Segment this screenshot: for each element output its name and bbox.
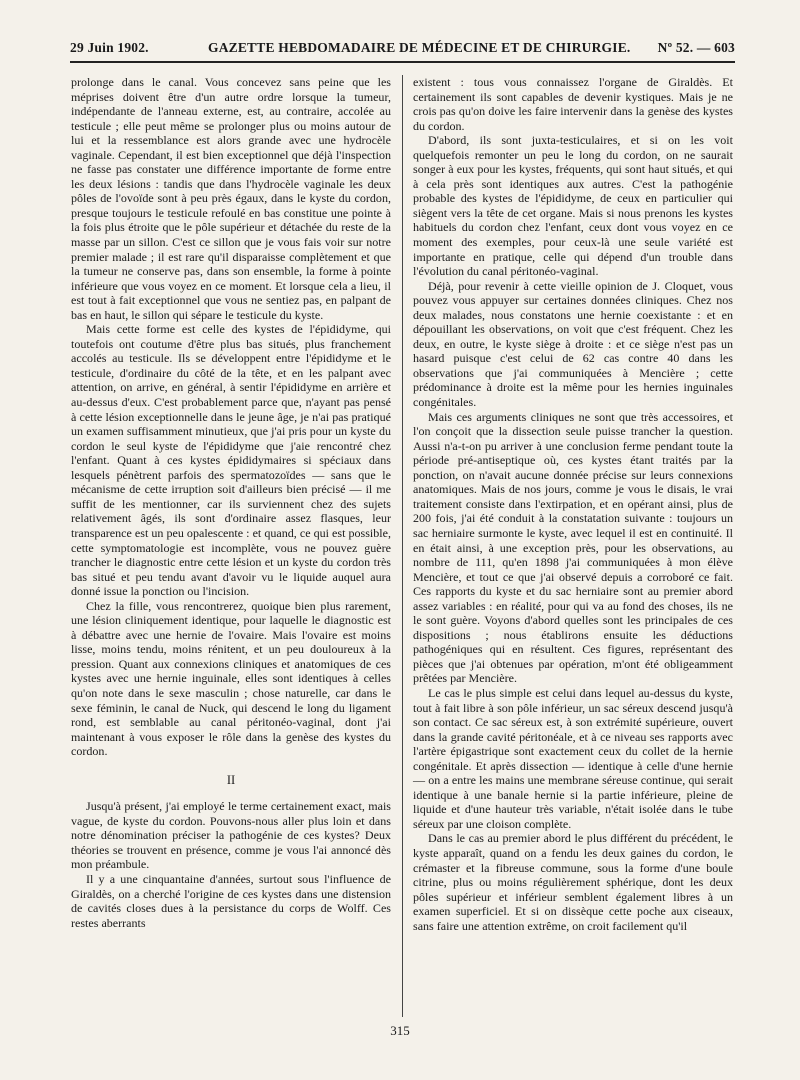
running-header <box>70 36 735 58</box>
paragraph: Mais ces arguments cliniques ne sont que très accessoires, et l'on conçoit que la dissection seule puisse trancher la question. Aussi n'a-t-on pu arriver à une conclusion ferme pendant toute la période pré-antiseptique où, ces kystes étant traités par la ponction, on n'avait aucune donnée précise sur leurs connexions anatomiques. Mais de nos jours, comme je vous le disais, le vrai traitement consiste dans l'extirpation, et en opérant ainsi, plus de 200 fois, j'ai été conduit à la constatation suivante : toujours un sac herniaire surmonte le kyste, avec lequel il est en continuité. Il en était ainsi, à une exception près, pour les observations, au nombre de 111, qu'en 1898 j'ai communiquées à mon élève Mencière, et tout ce que j'ai observé depuis a corroboré ce fait. Ces rapports du kyste et du sac herniaire sont au premier abord assez variables : en réalité, pour qui va au fond des choses, ils ne le sont guère. Voyons d'abord quelles sont les principales de ces dispositions ; nous établirons ensuite les déductions pathogéniques qui en résultent. Ces figures, représentant des pièces que j'ai obtenues par opération, m'ont été obligeamment prêtées par Mencière. <box>413 409 733 686</box>
paragraph: Le cas le plus simple est celui dans lequel au-dessus du kyste, tout à fait libre à son pôle inférieur, un sac séreux descend jusqu'à son contact. Ce sac séreux est, à son extrémité supérieure, ouvert dans la grande cavité péritonéale, et à ce niveau ses rapports avec l'artère épigastrique sont exactement ceux du collet de la hernie congénitale. Et après dissection — identique à celle d'une hernie — on a entre les mains une membrane séreuse continue, qui serait identique à une banale hernie si la partie inférieure, pleine de liquide et d'une hauteur très variable, n'était isolée dans le tube séreux par une cloison complète. <box>413 685 733 831</box>
header-date: 29 Juin 1902. <box>70 40 149 55</box>
section-heading: II <box>226 772 236 787</box>
header-rule <box>70 61 735 63</box>
paragraph: existent : tous vous connaissez l'organe de Giraldès. Et certainement ils sont capables de devenir kystiques. Mais je ne crois pas qu'on doive les faire intervenir dans la genèse des kystes du cordon. <box>413 75 733 133</box>
paragraph: Il y a une cinquantaine d'années, surtout sous l'influence de Giraldès, on a cherché l'origine de ces kystes dans une distension de cavités closes dues à la persistance du corps de Wolff. Ces restes aberrants <box>71 871 391 930</box>
column-divider <box>402 75 403 1017</box>
paragraph: prolonge dans le canal. Vous concevez sans peine que les méprises doivent être d'un autre ordre lorsque la tumeur, indépendante de l'anneau externe, est, au contraire, accolée au testicule ; elle peut même se prolonger plus ou moins autour de lui et la ressemblance est alors grande avec une hydrocèle vaginale. Cependant, il est bien exceptionnel que déjà l'inspection ne fasse pas constater une différence importante de forme entre les deux lésions : tandis que dans l'hydrocèle vaginale les deux pôles de l'ovoïde sont à peu près égaux, dans le kyste du cordon, presque toujours le testicule refoulé en bas constitue une pointe à la fois plus étroite que le pôle supérieur et détachée du reste de la masse par un sillon. C'est ce sillon que je vous fais voir sur notre premier malade ; il est rare qu'il disparaisse complètement et que la tumeur ne conserve pas, dans son ensemble, la forme à pointe inférieure que vous voyez en ce moment. Et lorsque cela a lieu, il est tout à fait exceptionnel que vous ne sentiez pas, en palpant de bas en haut, le sillon qui sépare le testicule du kyste. <box>71 75 391 322</box>
paragraph: Chez la fille, vous rencontrerez, quoique bien plus rarement, une lésion cliniquement identique, pour laquelle le diagnostic est à débattre avec une hernie de l'ovaire. Mais l'ovaire est moins lisse, moins tendu, moins rénitent, et un peu douloureux à la pression. Quant aux connexions cliniques et anatomiques de ces kystes avec une hernie inguinale, elles sont identiques à celles qu'on note dans le sexe masculin ; chose naturelle, car dans le sexe féminin, le canal de Nuck, qui descend le long du ligament rond, est semblable au canal péritonéo-vaginal, dont j'ai maintenant à vous exposer le rôle dans la genèse des kystes du cordon. <box>71 598 391 759</box>
left-column <box>71 75 391 930</box>
header-issue-page: Nº 52. — 603 <box>657 40 735 55</box>
paragraph: Jusqu'à présent, j'ai employé le terme certainement exact, mais vague, de kyste du cordon. Pouvons-nous aller plus loin et dans notre dénomination préciser la pathogénie de ces kystes? Deux théories se trouvent en présence, comme je vous l'ai annoncé dès mon préambule. <box>71 799 391 872</box>
paragraph: Mais cette forme est celle des kystes de l'épididyme, qui toutefois ont coutume d'être plus bas situés, plus franchement accolés au testicule. Ils se développent entre l'épididyme et le testicule, d'ordinaire du côté de la tête, et en les palpant avec attention, on arrive, en général, à sentir l'épididyme en arrière et au-dessus d'eux. C'est probablement parce que, n'ayant pas pensé à cette lésion exceptionnelle dans le jeune âge, je n'ai pas pratiqué un examen suffisamment minutieux, que j'ai pris pour un kyste du cordon le seul kyste de l'épididyme que j'aie rencontré chez l'enfant. Quant à ces kystes épididymaires si spéciaux dans lesquels pénètrent parfois des spermatozoïdes — sans que le mécanisme de cette irruption soit d'ailleurs bien précisé — il me suffit de les mentionner, car ils surviennent chez des sujets relativement âgés, ils sont d'ordinaire assez flasques, leur transparence est un peu opalescente : et quand, ce qui est possible, cette symptomatologie est incomplète, vous ne pouvez guère trancher le diagnostic entre cette lésion et un kyste du cordon très bas situé et peu tendu avant d'avoir vu le liquide auquel aura donné issue la ponction ou l'incision. <box>71 322 391 599</box>
paragraph: D'abord, ils sont juxta-testiculaires, et si on les voit quelquefois remonter un peu le long du cordon, on ne saurait songer à eux pour les kystes, fréquents, qui sont haut situés, et qui à cela près sont identiques aux autres. C'est la pathogénie probable des kystes de l'épididyme, de ceux en particulier qui siègent vers la tête de cet organe. Mais si nous prenons les kystes habituels du cordon chez l'enfant, ceux dont vous voyez en ce moment des exemples, pour ceux-là une seule variété est importante en pratique, celle qui dépend d'un trouble dans l'évolution du canal péritonéo-vaginal. <box>413 133 733 279</box>
right-column <box>413 75 733 933</box>
paragraph: Dans le cas au premier abord le plus différent du précédent, le kyste apparaît, quand on a fendu les deux gaines du cordon, le crémaster et la fibreuse commune, sous la forme d'une boule citrine, plus ou moins régulièrement sphérique, dont les deux pôles supérieur et inférieur semblent également libres à un examen superficiel. Et si on dissèque cette poche aux ciseaux, sans faire une attention extrême, on croit facilement qu'il <box>413 831 733 933</box>
header-journal-title: GAZETTE HEBDOMADAIRE DE MÉDECINE ET DE CHIRURGIE. <box>208 40 631 55</box>
paragraph: Déjà, pour revenir à cette vieille opinion de J. Cloquet, vous pouvez vous appuyer sur certaines données cliniques. Chez nos deux malades, nous constatons une hernie coexistante : et en dépouillant les observations, on voit que c'est fréquent. Chez les deux, en outre, le kyste siège à droite : et ce siège n'est pas un hasard puisque c'est celui de 62 cas contre 40 dans les observations que j'ai communiquées à Mencière ; cette prédominance à droite est la même pour les hernies inguinales congénitales. <box>413 278 733 410</box>
page-number: 315 <box>390 1023 410 1038</box>
